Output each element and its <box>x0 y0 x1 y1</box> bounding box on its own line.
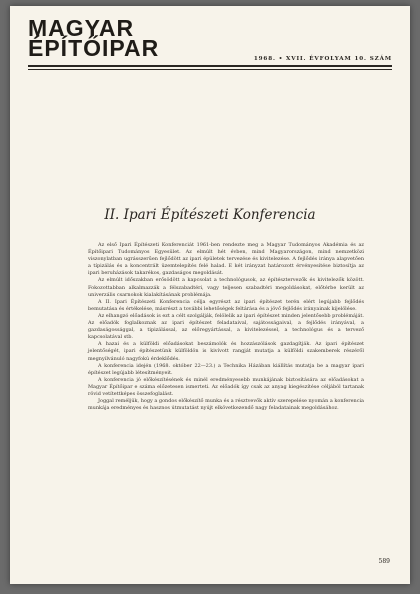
page-number: 589 <box>378 558 390 565</box>
paragraph: Az elhangzó előadások is ezt a célt szolgálják, felölelik az ipari építészet minden jelentősebb problémáját. Az előadók foglalkoznak az ipari építészet feladataival, sajátosságaival, a fejlődés irányával, a gazdaságossággal, a tipizálással, az előregyártással, a kivitelezéssel, a technológus és a tervező kapcsolatával stb. <box>88 312 364 341</box>
header-rule-thin <box>28 69 392 70</box>
masthead-logo <box>28 15 160 61</box>
masthead-line-1: MAGYAR <box>28 15 135 41</box>
paragraph: A konferencia jó előkészítésének és minél eredményesebb munkájának biztosítására az előadásokat a Magyar Építőipar e száma előzetesen ismerteti. Az előadók így csak az anyag kiegészítése céljából tartanak rövid vetítettképes összefoglalást. <box>88 376 364 397</box>
masthead-line-2: ÉPÍTŐIPAR <box>28 35 160 61</box>
paragraph: A konferencia idején (1968. október 22—23.) a Technika Házában kiállítás mutatja be a magyar ipari építészet legújabb létesítményeit. <box>88 362 364 376</box>
paragraph: Joggal reméljük, hogy a gondos előkészítő munka és a résztvevők aktív szerepelése nyomán a konferencia munkája eredményes és hasznos útmutatást nyújt elkövetkezendő nagy feladatainak megoldásához. <box>88 398 364 412</box>
paragraph: A II. Ipari Építészeti Konferencia célja egyrészt az ipari építészet terén elért legújabb fejlődés bemutatása és értékelése, másrészt a további lehetőségek feltárása és a jövő fejlődés irányainak kijelölése. <box>88 298 364 312</box>
paragraph: Az első Ipari Építészeti Konferenciát 1961-ben rendezte meg a Magyar Tudományos Akadémia és az Építőipari Tudományos Egyesület. Az elmúlt hét évben, mind Magyarországon, mind nemzetközi viszonylatban ugrásszerűen fejlődött az ipari épületek tervezése és kivitelezése. A fejlődés iránya alapvetően a típizálás és a koncentrált üzemtelepítés felé halad. E két irányzat határozott érvényesítése biztosítja az ipari beruházások takarékos, gazdaságos megoldását. <box>88 242 364 277</box>
issue-line: 1968. • XVII. ÉVFOLYAM 10. SZÁM <box>253 56 392 62</box>
paragraph: A hazai és a külföldi előadásokat beszámolók és hozzászólások gazdagítják. Az ipari építészet jelentőségét, ipari építészetünk külföldön is kivívott rangját mutatja a külföldi szakemberek részéről megnyilvánuló nagyfokú érdeklődés. <box>88 341 364 362</box>
journal-page <box>10 6 410 584</box>
article-body <box>88 242 364 412</box>
paragraph: Az elmúlt időszakban erősödött a kapcsolat a technológusok, az építésztervezők és kivitelezők között. Fokozottabban alkalmazzák a félszabadtéri, vagy teljesen szabadtéri megoldásokat, előtérbe került az univerzális csarnokok kialakításának problémája. <box>88 277 364 298</box>
header-rule <box>28 65 392 67</box>
article-heading: II. Ipari Építészeti Konferencia <box>104 207 316 223</box>
